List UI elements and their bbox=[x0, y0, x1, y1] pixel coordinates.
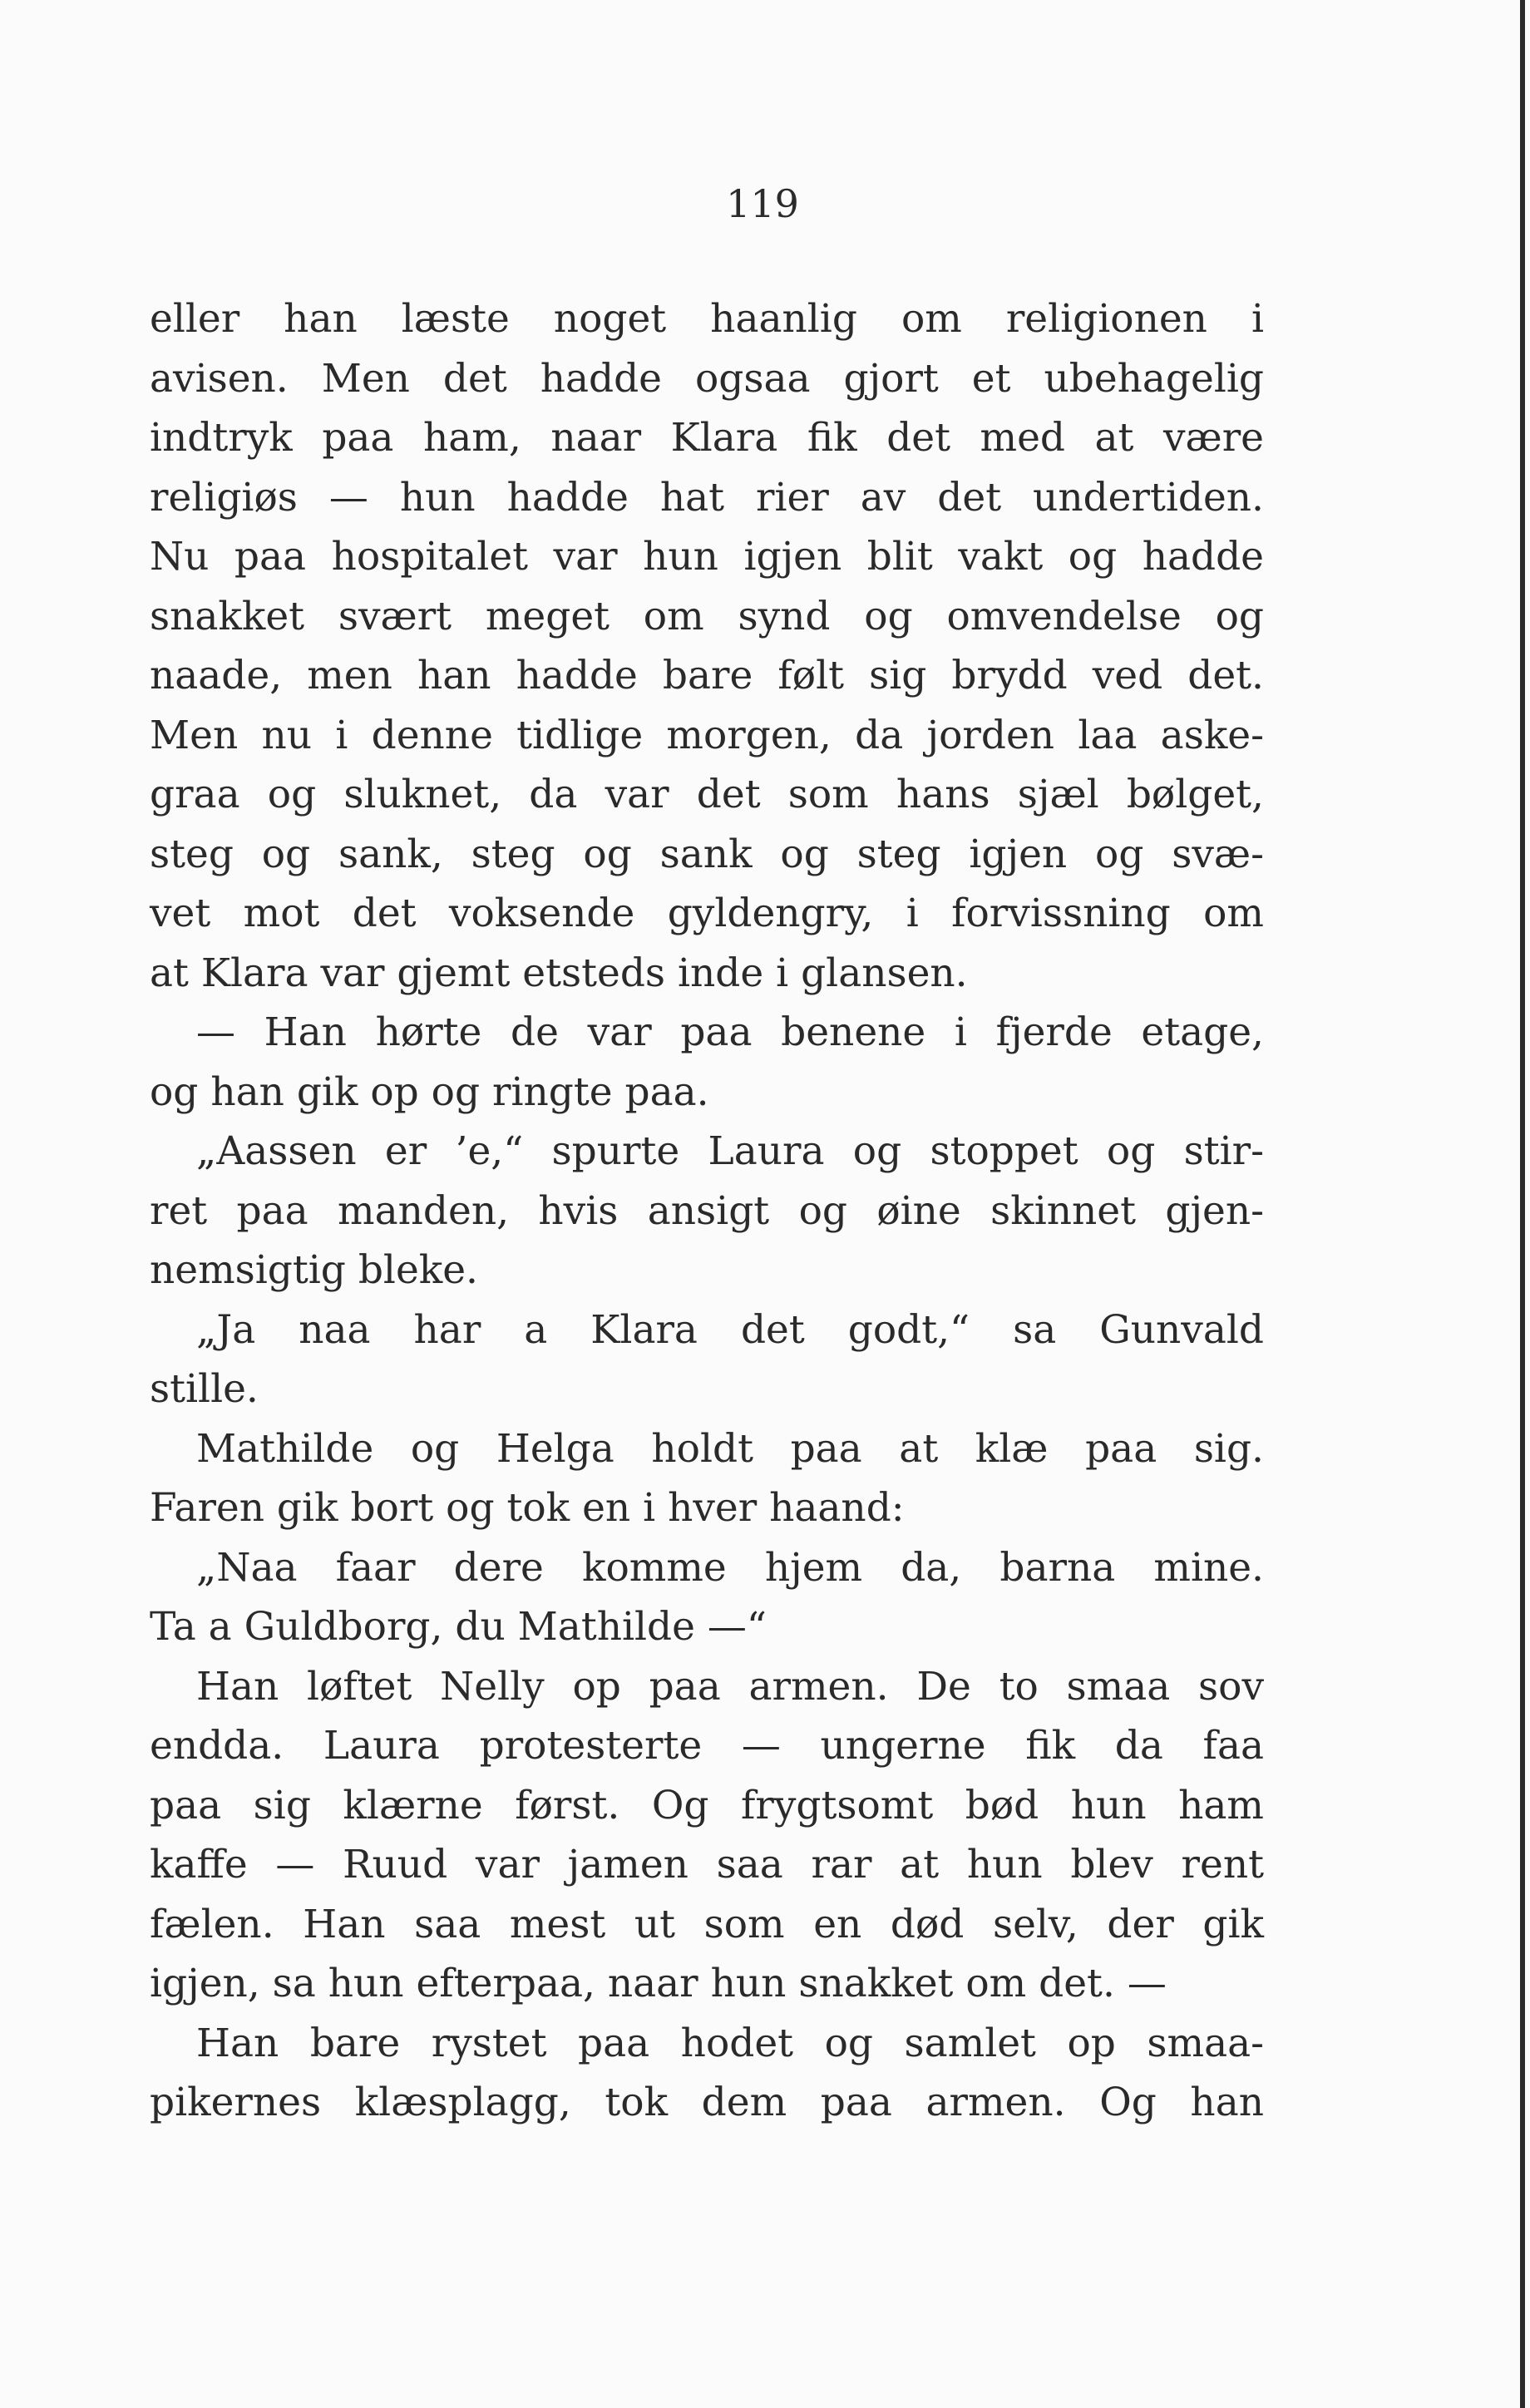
text-line: Men nu i denne tidlige morgen, da jorden laa aske- bbox=[150, 712, 1264, 758]
text-line: Han løftet Nelly op paa armen. De to smaa sov bbox=[196, 1663, 1264, 1710]
body-text bbox=[150, 289, 1264, 2133]
text-line: at Klara var gjemt etsteds inde i glansen. bbox=[150, 950, 968, 996]
text-line: paa sig klærne først. Og frygtsomt bød hun ham bbox=[150, 1782, 1264, 1828]
text-line: indtryk paa ham, naar Klara fik det med at være bbox=[150, 415, 1264, 461]
text-line: Han bare rystet paa hodet og samlet op smaa- bbox=[196, 2020, 1264, 2066]
text-line: religiøs — hun hadde hat rier av det undertiden. bbox=[150, 474, 1264, 521]
text-line: stille. bbox=[150, 1366, 259, 1412]
text-line: Mathilde og Helga holdt paa at klæ paa sig. bbox=[196, 1425, 1264, 1472]
text-line: Faren gik bort og tok en i hver haand: bbox=[150, 1485, 905, 1531]
text-line: nemsigtig bleke. bbox=[150, 1247, 479, 1293]
text-line: og han gik op og ringte paa. bbox=[150, 1068, 709, 1115]
text-line: „Ja naa har a Klara det godt,“ sa Gunvald bbox=[196, 1306, 1264, 1353]
text-line: kaffe — Ruud var jamen saa rar at hun blev rent bbox=[150, 1842, 1264, 1887]
text-line: graa og sluknet, da var det som hans sjæl bølget, bbox=[150, 772, 1264, 817]
text-line: „Naa faar dere komme hjem da, barna mine. bbox=[196, 1544, 1264, 1591]
text-line: vet mot det voksende gyldengry, i forvissning om bbox=[150, 891, 1264, 936]
text-line: eller han læste noget haanlig om religionen i bbox=[150, 296, 1264, 342]
text-line: steg og sank, steg og sank og steg igjen og svæ- bbox=[150, 831, 1264, 877]
text-line: endda. Laura protesterte — ungerne fik da faa bbox=[150, 1723, 1264, 1769]
text-line: naade, men han hadde bare følt sig brydd ved det. bbox=[150, 653, 1264, 698]
text-line: — Han hørte de var paa benene i fjerde etage, bbox=[196, 1009, 1264, 1055]
text-line: „Aassen er ’e,“ spurte Laura og stoppet og stir- bbox=[196, 1128, 1264, 1174]
text-line: pikernes klæsplagg, tok dem paa armen. Og han bbox=[150, 2080, 1264, 2125]
text-line: fælen. Han saa mest ut som en død selv, der gik bbox=[150, 1901, 1264, 1947]
text-line: igjen, sa hun efterpaa, naar hun snakket om det. — bbox=[150, 1961, 1167, 2006]
text-line: ret paa manden, hvis ansigt og øine skinnet gjen- bbox=[150, 1187, 1264, 1234]
text-line: Nu paa hospitalet var hun igjen blit vakt og hadde bbox=[150, 534, 1264, 580]
text-line: snakket svært meget om synd og omvendelse og bbox=[150, 593, 1264, 639]
page-number: 119 bbox=[726, 181, 799, 226]
text-line: Ta a Guldborg, du Mathilde —“ bbox=[150, 1604, 767, 1650]
text-line: avisen. Men det hadde ogsaa gjort et ubehagelig bbox=[150, 355, 1264, 402]
